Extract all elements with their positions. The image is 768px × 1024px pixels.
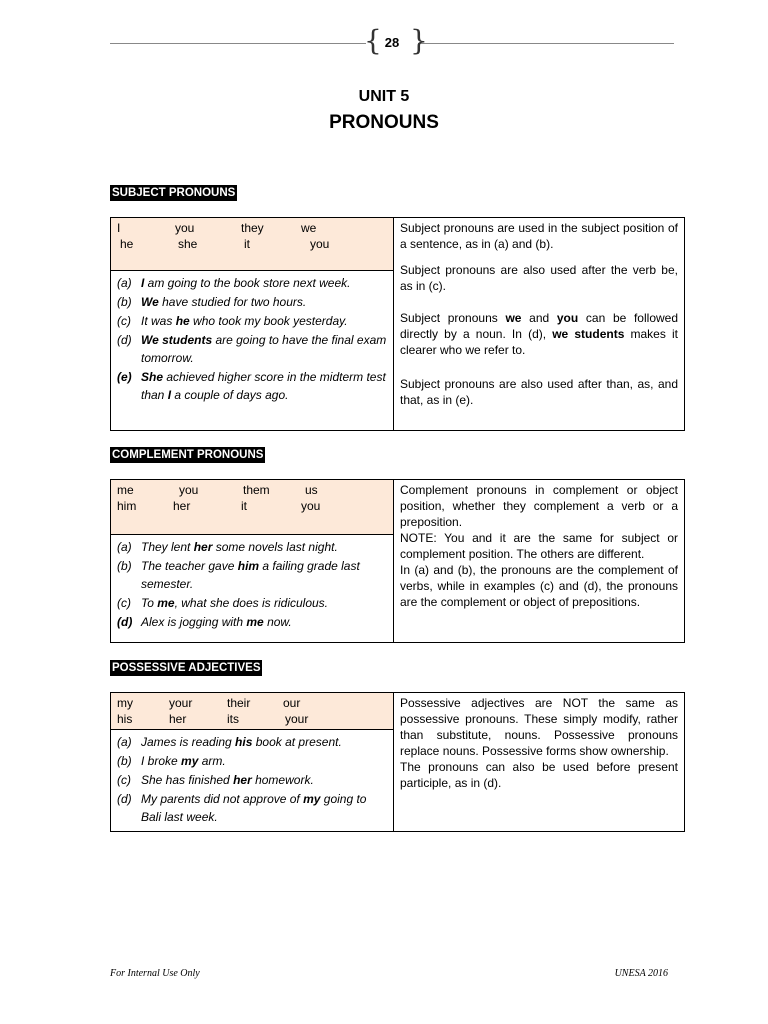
note: In (a) and (b), the pronouns are the complement of verbs, while in examples (c) and (d), the pronouns are the complement or object of prepositions. (400, 563, 678, 609)
example-c: (c) To me, what she does is ridiculous. (117, 596, 329, 610)
note: Subject pronouns are also used after the verb be, as in (c). (400, 263, 678, 293)
footer-right-text: UNESA 2016 (614, 968, 668, 979)
footer-left-text: For Internal Use Only (110, 968, 200, 979)
pronoun: its (227, 712, 239, 726)
example-c: (c) It was he who took my book yesterday. (117, 314, 348, 328)
subject-notes (394, 218, 685, 431)
section-label-possessive: POSSESSIVE ADJECTIVES (112, 662, 261, 674)
note: The pronouns can also be used before present participle, as in (d). (400, 760, 678, 790)
pronoun: them (243, 483, 270, 497)
example-b: (b) The teacher gave him a failing grade last semester. (117, 559, 360, 591)
note: Possessive adjectives are NOT the same as possessive pronouns. These simply modify, rather than substitute, nouns. Possessive pronouns replace nouns. Possessive forms show ownership. (400, 696, 678, 758)
pronoun: she (178, 237, 198, 251)
left-brace-decoration: { (364, 24, 382, 57)
pronoun: your (285, 712, 309, 726)
example-d: (d) We students are going to have the final exam tomorrow. (117, 333, 387, 365)
complement-notes (394, 480, 685, 643)
possessive-notes (394, 693, 685, 832)
example-b: (b) We have studied for two hours. (117, 295, 307, 309)
note: NOTE: You and it are the same for subject or complement position. The others are different. (400, 531, 678, 561)
pronoun: you (179, 483, 199, 497)
pronoun: her (173, 499, 191, 513)
pronoun: him (117, 499, 137, 513)
pronoun: I (117, 221, 121, 235)
example-b: (b) I broke my arm. (117, 754, 226, 768)
possessive-examples (111, 730, 394, 832)
example-c: (c) She has finished her homework. (117, 773, 314, 787)
pronoun: it (244, 237, 250, 251)
header-rule-right (418, 43, 674, 44)
note: Complement pronouns in complement or object position, whether they complement a verb or a preposition. (400, 483, 678, 529)
pronoun: you (301, 499, 321, 513)
possessive-table (110, 692, 685, 832)
pronoun: you (310, 237, 330, 251)
pronoun: they (241, 221, 264, 235)
header-rule-left (110, 43, 366, 44)
unit-number: UNIT 5 (358, 88, 410, 105)
pronoun: her (169, 712, 187, 726)
page-number: 28 (384, 35, 400, 50)
pronoun: your (169, 696, 193, 710)
example-a: (a) I am going to the book store next week. (117, 276, 351, 290)
example-e: (e) She achieved higher score in the midterm test than I a couple of days ago. (117, 370, 386, 402)
complement-pronoun-cell (111, 480, 394, 535)
pronoun: us (305, 483, 318, 497)
pronoun: you (175, 221, 195, 235)
right-brace-decoration: } (410, 24, 428, 57)
unit-title: PRONOUNS (329, 112, 439, 133)
pronoun: their (227, 696, 251, 710)
note: Subject pronouns are also used after than, as, and that, as in (e). (400, 377, 678, 407)
example-d: (d) My parents did not approve of my going to Bali last week. (117, 792, 367, 824)
pronoun: his (117, 712, 133, 726)
subject-examples (111, 271, 394, 431)
example-d: (d) Alex is jogging with me now. (117, 615, 292, 629)
pronoun: it (241, 499, 247, 513)
section-label-complement: COMPLEMENT PRONOUNS (112, 449, 264, 461)
pronoun: my (117, 696, 133, 710)
section-label-subject: SUBJECT PRONOUNS (112, 187, 236, 199)
example-a: (a) They lent her some novels last night. (117, 540, 338, 554)
possessive-pronoun-cell (111, 693, 394, 730)
pronoun: our (283, 696, 301, 710)
example-a: (a) James is reading his book at present. (117, 735, 342, 749)
note: Subject pronouns we and you can be followed directly by a noun. In (d), we students makes it clearer who we refer to. (400, 311, 679, 357)
pronoun: me (117, 483, 134, 497)
complement-examples (111, 535, 394, 643)
complement-table (110, 479, 685, 643)
note: Subject pronouns are used in the subject position of a sentence, as in (a) and (b). (400, 221, 678, 251)
subject-pronoun-cell (111, 218, 394, 271)
pronoun: he (120, 237, 134, 251)
pronoun: we (301, 221, 317, 235)
subject-table (110, 217, 685, 431)
